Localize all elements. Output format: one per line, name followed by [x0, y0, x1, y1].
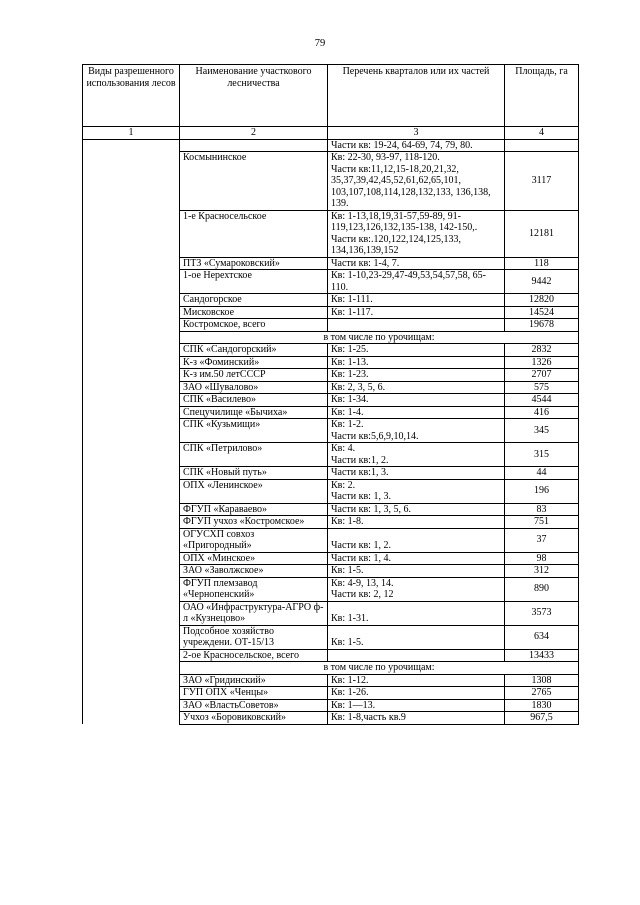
quarters-cell: Кв: 2, 3, 5, 6.	[328, 381, 505, 394]
quarters-cell: Кв: 22-30, 93-97, 118-120. Части кв:11,12,15-18,20,21,32, 35,37,39,42,45,52,61,62,65,101, 103,107,108,114,128,132,133, 136,138, 139.	[328, 152, 505, 211]
table-row	[83, 625, 579, 649]
header-forest-use-types: Виды разрешенного использования лесов	[83, 65, 180, 127]
table-row	[83, 344, 579, 357]
table-row	[83, 306, 579, 319]
use-type-cell	[83, 331, 180, 344]
forestry-name-cell: ОПХ «Минское»	[180, 552, 328, 565]
use-type-cell	[83, 552, 180, 565]
area-cell: 2707	[505, 369, 579, 382]
area-cell: 890	[505, 577, 579, 601]
forestry-name-cell: Спецучилище «Бычиха»	[180, 406, 328, 419]
table-row	[83, 394, 579, 407]
table-row	[83, 687, 579, 700]
header-forestry-name: Наименование участкового лесничества	[180, 65, 328, 127]
use-type-cell	[83, 625, 180, 649]
area-cell: 575	[505, 381, 579, 394]
quarters-cell: Части кв: 1-4, 7.	[328, 257, 505, 270]
area-cell: 3117	[505, 152, 579, 211]
forestry-name-cell: Сандогорское	[180, 294, 328, 307]
forestry-name-cell: СПК «Василево»	[180, 394, 328, 407]
forestry-name-cell: ЗАО «Заволжское»	[180, 565, 328, 578]
use-type-cell	[83, 699, 180, 712]
table-row	[83, 356, 579, 369]
table-row	[83, 516, 579, 529]
area-cell: 98	[505, 552, 579, 565]
use-type-cell	[83, 516, 180, 529]
use-type-cell	[83, 577, 180, 601]
forestry-name-cell: ОПХ «Ленинское»	[180, 479, 328, 503]
table-row	[83, 381, 579, 394]
table-body	[83, 139, 579, 724]
use-type-cell	[83, 319, 180, 332]
quarters-cell: Кв: 1-8.	[328, 516, 505, 529]
column-number-row	[83, 127, 579, 140]
use-type-cell	[83, 406, 180, 419]
area-cell: 12820	[505, 294, 579, 307]
table-row	[83, 479, 579, 503]
table-row	[83, 674, 579, 687]
quarters-cell: Кв: 1-31.	[328, 601, 505, 625]
table-row	[83, 294, 579, 307]
forestry-name-cell: ОАО «Инфраструктура-АГРО ф-л «Кузнецово»	[180, 601, 328, 625]
forestry-name-cell: ГУП ОПХ «Ченцы»	[180, 687, 328, 700]
quarters-cell: Кв: 1-25.	[328, 344, 505, 357]
forest-use-table	[82, 64, 579, 725]
quarters-cell: Кв: 1-4.	[328, 406, 505, 419]
area-cell: 13433	[505, 649, 579, 662]
table-row	[83, 369, 579, 382]
forestry-name-cell: К-з «Фоминский»	[180, 356, 328, 369]
quarters-cell: Кв: 1-26.	[328, 687, 505, 700]
forestry-name-cell	[180, 139, 328, 152]
table-row	[83, 443, 579, 467]
use-type-cell	[83, 381, 180, 394]
column-number: 3	[328, 127, 505, 140]
area-cell: 83	[505, 503, 579, 516]
forestry-name-cell: Костромское, всего	[180, 319, 328, 332]
area-cell: 312	[505, 565, 579, 578]
quarters-cell: Кв: 4. Части кв:1, 2.	[328, 443, 505, 467]
table-row	[83, 331, 579, 344]
use-type-cell	[83, 649, 180, 662]
use-type-cell	[83, 687, 180, 700]
use-type-cell	[83, 528, 180, 552]
quarters-cell: Кв: 1-13,18,19,31-57,59-89, 91-119,123,126,132,135-138, 142-150,. Части кв:.120,122,124,125,133, 134,136,139,152	[328, 210, 505, 257]
quarters-cell: Кв: 1-13.	[328, 356, 505, 369]
header-row	[83, 65, 579, 127]
forestry-name-cell: ФГУП племзавод «Чернопенский»	[180, 577, 328, 601]
table-row	[83, 152, 579, 211]
use-type-cell	[83, 503, 180, 516]
subsection-caption: в том числе по урочищам:	[180, 331, 579, 344]
forestry-name-cell: СПК «Кузьмищи»	[180, 419, 328, 443]
area-cell: 3573	[505, 601, 579, 625]
area-cell: 634	[505, 625, 579, 649]
use-type-cell	[83, 394, 180, 407]
forestry-name-cell: СПК «Петрилово»	[180, 443, 328, 467]
area-cell	[505, 139, 579, 152]
area-cell: 1308	[505, 674, 579, 687]
column-number: 2	[180, 127, 328, 140]
forestry-name-cell: К-з им.50 летСССР	[180, 369, 328, 382]
area-cell: 2832	[505, 344, 579, 357]
forestry-name-cell: Мисковское	[180, 306, 328, 319]
forestry-name-cell: ПТЗ «Сумароковский»	[180, 257, 328, 270]
forestry-name-cell: СПК «Сандогорский»	[180, 344, 328, 357]
area-cell: 14524	[505, 306, 579, 319]
quarters-cell: Кв: 1-10,23-29,47-49,53,54,57,58, 65-110.	[328, 270, 505, 294]
area-cell: 44	[505, 467, 579, 480]
forestry-name-cell: ЗАО «ВластьСоветов»	[180, 699, 328, 712]
area-cell: 9442	[505, 270, 579, 294]
quarters-cell: Кв: 4-9, 13, 14. Части кв: 2, 12	[328, 577, 505, 601]
quarters-cell: Кв: 1-2. Части кв:5,6,9,10,14.	[328, 419, 505, 443]
page-number: 79	[314, 38, 326, 49]
quarters-cell: Части кв: 1, 3, 5, 6.	[328, 503, 505, 516]
subsection-caption: в том числе по урочищам:	[180, 662, 579, 675]
table-row	[83, 257, 579, 270]
quarters-cell: Части кв: 1, 4.	[328, 552, 505, 565]
table-row	[83, 503, 579, 516]
use-type-cell	[83, 294, 180, 307]
forestry-name-cell: Учхоз «Боровиковский»	[180, 712, 328, 725]
quarters-cell	[328, 319, 505, 332]
quarters-cell: Кв: 1—13.	[328, 699, 505, 712]
use-type-cell	[83, 257, 180, 270]
forestry-name-cell: 1-е Красносельское	[180, 210, 328, 257]
area-cell: 4544	[505, 394, 579, 407]
table-row	[83, 577, 579, 601]
forestry-name-cell: Космынинское	[180, 152, 328, 211]
column-number: 4	[505, 127, 579, 140]
area-cell: 2765	[505, 687, 579, 700]
table-row	[83, 699, 579, 712]
forestry-name-cell: Подсобное хозяйство учреждени. ОТ-15/13	[180, 625, 328, 649]
use-type-cell	[83, 139, 180, 152]
column-number: 1	[83, 127, 180, 140]
quarters-cell: Кв: 1-111.	[328, 294, 505, 307]
area-cell: 118	[505, 257, 579, 270]
table-row	[83, 552, 579, 565]
forestry-name-cell: ЗАО «Гридинский»	[180, 674, 328, 687]
table-row	[83, 139, 579, 152]
forestry-name-cell: СПК «Новый путь»	[180, 467, 328, 480]
quarters-cell: Части кв:1, 3.	[328, 467, 505, 480]
area-cell: 12181	[505, 210, 579, 257]
use-type-cell	[83, 306, 180, 319]
use-type-cell	[83, 210, 180, 257]
use-type-cell	[83, 662, 180, 675]
use-type-cell	[83, 565, 180, 578]
quarters-cell: Кв: 2. Части кв: 1, 3.	[328, 479, 505, 503]
table-row	[83, 601, 579, 625]
quarters-cell: Кв: 1-12.	[328, 674, 505, 687]
area-cell: 416	[505, 406, 579, 419]
use-type-cell	[83, 152, 180, 211]
forestry-name-cell: ФГУП «Караваево»	[180, 503, 328, 516]
table-row	[83, 662, 579, 675]
area-cell: 345	[505, 419, 579, 443]
table-row	[83, 210, 579, 257]
use-type-cell	[83, 601, 180, 625]
table-row	[83, 649, 579, 662]
area-cell: 1830	[505, 699, 579, 712]
table-row	[83, 319, 579, 332]
use-type-cell	[83, 467, 180, 480]
use-type-cell	[83, 419, 180, 443]
use-type-cell	[83, 712, 180, 725]
use-type-cell	[83, 369, 180, 382]
quarters-cell	[328, 649, 505, 662]
area-cell: 315	[505, 443, 579, 467]
forestry-name-cell: ОГУСХП совхоз «Пригородный»	[180, 528, 328, 552]
area-cell: 751	[505, 516, 579, 529]
table-row	[83, 712, 579, 725]
quarters-cell: Кв: 1-5.	[328, 565, 505, 578]
quarters-cell: Кв: 1-34.	[328, 394, 505, 407]
quarters-cell: Части кв: 19-24, 64-69, 74, 79, 80.	[328, 139, 505, 152]
use-type-cell	[83, 344, 180, 357]
quarters-cell: Кв: 1-117.	[328, 306, 505, 319]
quarters-cell: Кв: 1-8,часть кв.9	[328, 712, 505, 725]
table-row	[83, 565, 579, 578]
use-type-cell	[83, 443, 180, 467]
table-row	[83, 467, 579, 480]
use-type-cell	[83, 356, 180, 369]
area-cell: 19678	[505, 319, 579, 332]
forestry-name-cell: ЗАО «Шувалово»	[180, 381, 328, 394]
forestry-name-cell: ФГУП учхоз «Костромское»	[180, 516, 328, 529]
header-area: Площадь, га	[505, 65, 579, 127]
use-type-cell	[83, 674, 180, 687]
forestry-name-cell: 1-ое Нерехтское	[180, 270, 328, 294]
table-row	[83, 419, 579, 443]
table-row	[83, 406, 579, 419]
table-row	[83, 270, 579, 294]
area-cell: 1326	[505, 356, 579, 369]
forestry-name-cell: 2-ое Красносельское, всего	[180, 649, 328, 662]
header-quarters-list: Перечень кварталов или их частей	[328, 65, 505, 127]
use-type-cell	[83, 479, 180, 503]
quarters-cell: Части кв: 1, 2.	[328, 528, 505, 552]
area-cell: 196	[505, 479, 579, 503]
quarters-cell: Кв: 1-5.	[328, 625, 505, 649]
area-cell: 37	[505, 528, 579, 552]
use-type-cell	[83, 270, 180, 294]
area-cell: 967,5	[505, 712, 579, 725]
table-row	[83, 528, 579, 552]
quarters-cell: Кв: 1-23.	[328, 369, 505, 382]
